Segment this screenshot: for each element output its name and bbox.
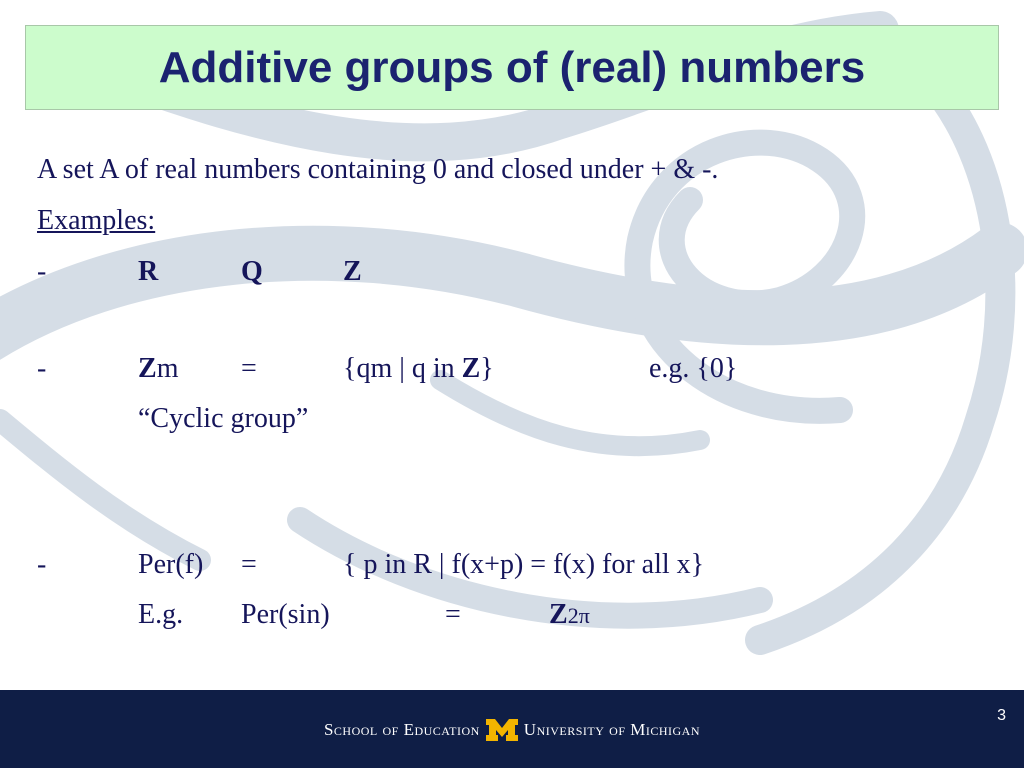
example-row-rqz	[37, 256, 997, 290]
university-name: University of Michigan	[523, 720, 701, 739]
zm-z: Z	[138, 353, 157, 384]
zm-example: e.g. {0}	[649, 353, 738, 384]
page-number: 3	[997, 707, 1006, 724]
zm-set-open: {qm | q in	[343, 353, 462, 384]
symbol-q: Q	[241, 256, 263, 287]
per-sin: Per(sin)	[241, 599, 330, 630]
slide-title: Additive groups of (real) numbers	[158, 42, 866, 92]
zm-set	[343, 353, 494, 385]
equals-sign: =	[241, 549, 257, 580]
example-row-per	[37, 549, 997, 583]
block-m-logo-icon	[486, 719, 518, 741]
cyclic-group-caption: “Cyclic group”	[138, 403, 309, 434]
zm-m: m	[156, 353, 179, 384]
per-f: Per(f)	[138, 549, 204, 580]
zm-expression	[138, 353, 178, 385]
symbol-r: R	[138, 256, 159, 287]
z-2pi-z: Z	[549, 599, 568, 630]
title-box	[25, 25, 999, 110]
examples-heading: Examples:	[37, 205, 156, 236]
school-name: School of Education	[323, 720, 480, 739]
definition-text: A set A of real numbers containing 0 and closed under + & -.	[37, 154, 719, 185]
eg-prefix: E.g.	[138, 599, 184, 630]
per-set: { p in R | f(x+p) = f(x) for all x}	[343, 549, 705, 580]
equals-sign: =	[241, 353, 257, 384]
equals-sign: =	[445, 599, 461, 630]
bullet-dash: -	[37, 353, 47, 384]
example-row-persin	[37, 599, 997, 633]
z-2pi	[549, 599, 590, 631]
symbol-z: Z	[343, 256, 362, 287]
zm-set-close: }	[480, 353, 494, 384]
z-2pi-subscript: 2π	[567, 603, 590, 628]
bullet-dash: -	[37, 549, 47, 580]
bullet-dash: -	[37, 256, 47, 287]
footer-bar	[0, 690, 1024, 768]
footer-brand	[0, 719, 1024, 741]
zm-set-z: Z	[461, 353, 481, 384]
example-row-zm	[37, 353, 997, 387]
